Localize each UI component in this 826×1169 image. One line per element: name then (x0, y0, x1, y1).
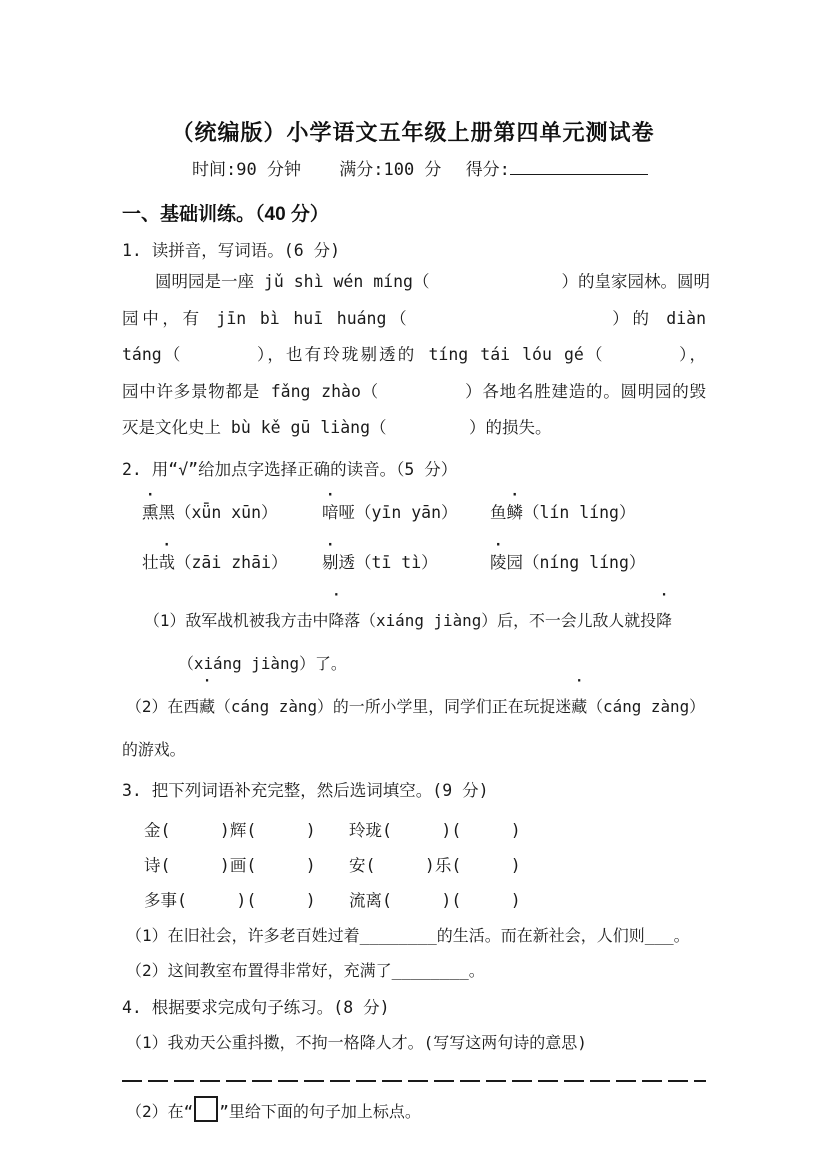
q2-heading: 2. 用“√”给加点字选择正确的读音。（5 分） (122, 459, 458, 479)
word-post: （zāi zhāi） (175, 552, 288, 572)
q3-cell: 玲珑( )( ) (349, 820, 521, 840)
q4-item-1: （1）我劝天公重抖擞，不拘一格降人才。(写写这两句诗的意思) (126, 1032, 587, 1052)
q2-word-yinya (322, 498, 490, 527)
q4-item-2 (122, 1094, 706, 1129)
q3-heading: 3. 把下列词语补充完整，然后选词填空。(9 分) (122, 780, 489, 800)
q3-cell: 多事( )( ) (144, 890, 316, 910)
score-label: 得分: (465, 160, 510, 180)
word-pre: 鱼 (490, 502, 507, 522)
dotted-char: 熏 (142, 502, 159, 522)
punctuation-box (194, 1096, 218, 1122)
dotted-char: 藏 (199, 696, 216, 716)
sentence-segment: ”里给下面的句子加上标点。 (219, 1101, 421, 1121)
word-post: 哑（yīn yān） (338, 502, 458, 522)
dotted-char: 降 (656, 610, 672, 630)
q4-heading: 4. 根据要求完成句子练习。(8 分) (122, 997, 390, 1017)
paper-info-line (0, 157, 826, 183)
q3-word-grid (122, 813, 706, 918)
dotted-char: 藏 (571, 696, 588, 716)
full-score-label: 满分:100 分 (339, 160, 442, 180)
dotted-char: 鳞 (506, 502, 523, 522)
dotted-char: 喑 (322, 502, 339, 522)
q3-cell: 金( )辉( ) (144, 820, 316, 840)
q3-cell: 诗( )画( ) (144, 855, 316, 875)
q1-text-line-1: 圆明园是一座 jǔ shì wén míng（ ）的皇家园林。圆明 (122, 272, 710, 291)
q2-sentence-2-line-1 (122, 685, 706, 728)
q1-heading: 1. 读拼音，写词语。(6 分) (122, 241, 341, 260)
q2-sentence-2-line-2: 的游戏。 (122, 739, 186, 759)
time-label: 时间:90 分钟 (192, 160, 301, 180)
word-post: 透（tī tì） (338, 552, 438, 572)
q2-word-grid (122, 498, 706, 577)
q2-sentence-1-line-2: （xiáng jiàng）了。 (178, 653, 347, 673)
sentence-segment: （2）在“ (126, 1101, 194, 1121)
q2-sentence-1-line-1 (122, 599, 706, 642)
dotted-char: 降 (328, 610, 345, 630)
q2-word-xunhei (142, 498, 322, 527)
q2-word-titou (322, 548, 490, 577)
word-post: 黑（xǖn xūn） (158, 502, 278, 522)
q3-fill-sentence-1: （1）在旧社会，许多老百姓过着________的生活。而在新社会，人们则___。 (126, 925, 690, 945)
answer-blank-line (122, 1080, 706, 1082)
q2-word-zhuangzai (142, 548, 322, 577)
dotted-char: 哉 (158, 552, 175, 572)
sentence-segment: 落（xiáng jiàng）后，不一会儿敌人就投 (344, 610, 657, 630)
sentence-segment: （cáng zàng）的一所小学里，同学们正在玩捉迷 (215, 696, 572, 716)
sentence-segment: （cáng zàng） (587, 696, 706, 716)
q3-cell: 安( )乐( ) (349, 855, 521, 875)
q3-cell: 流离( )( ) (349, 890, 521, 910)
q1-text-line-5: 灭是文化史上 bù kě gū liàng（ ）的损失。 (122, 418, 552, 437)
section-heading: 一、基础训练。（40 分） (122, 204, 329, 225)
paper-title: （统编版）小学语文五年级上册第四单元测试卷 (171, 120, 655, 145)
dotted-char: 陵 (490, 552, 507, 572)
sentence-segment: （2）在西 (126, 696, 200, 716)
paper-body (122, 201, 710, 1129)
score-blank-line (510, 169, 648, 175)
word-post: （lín líng） (523, 502, 636, 522)
q2-word-lingyuan (490, 548, 706, 577)
word-post: 园（níng líng） (506, 552, 646, 572)
sentence-segment: （1）敌军战机被我方击中 (144, 610, 329, 630)
q1-text-line-3: táng（ ），也有玲珑剔透的 tíng tái lóu gé（ ）， (122, 345, 706, 364)
word-pre: 壮 (142, 552, 159, 572)
q1-text-line-4: 园中许多景物都是 fǎng zhào（ ）各地名胜建造的。圆明园的毁 (122, 381, 706, 401)
q2-word-yulin (490, 498, 706, 527)
q3-fill-sentence-2: （2）这间教室布置得非常好，充满了________。 (126, 960, 485, 980)
dotted-char: 剔 (322, 552, 339, 572)
q1-text-line-2: 园中，有 jīn bì huī huáng（ ）的 diàn (122, 308, 706, 328)
